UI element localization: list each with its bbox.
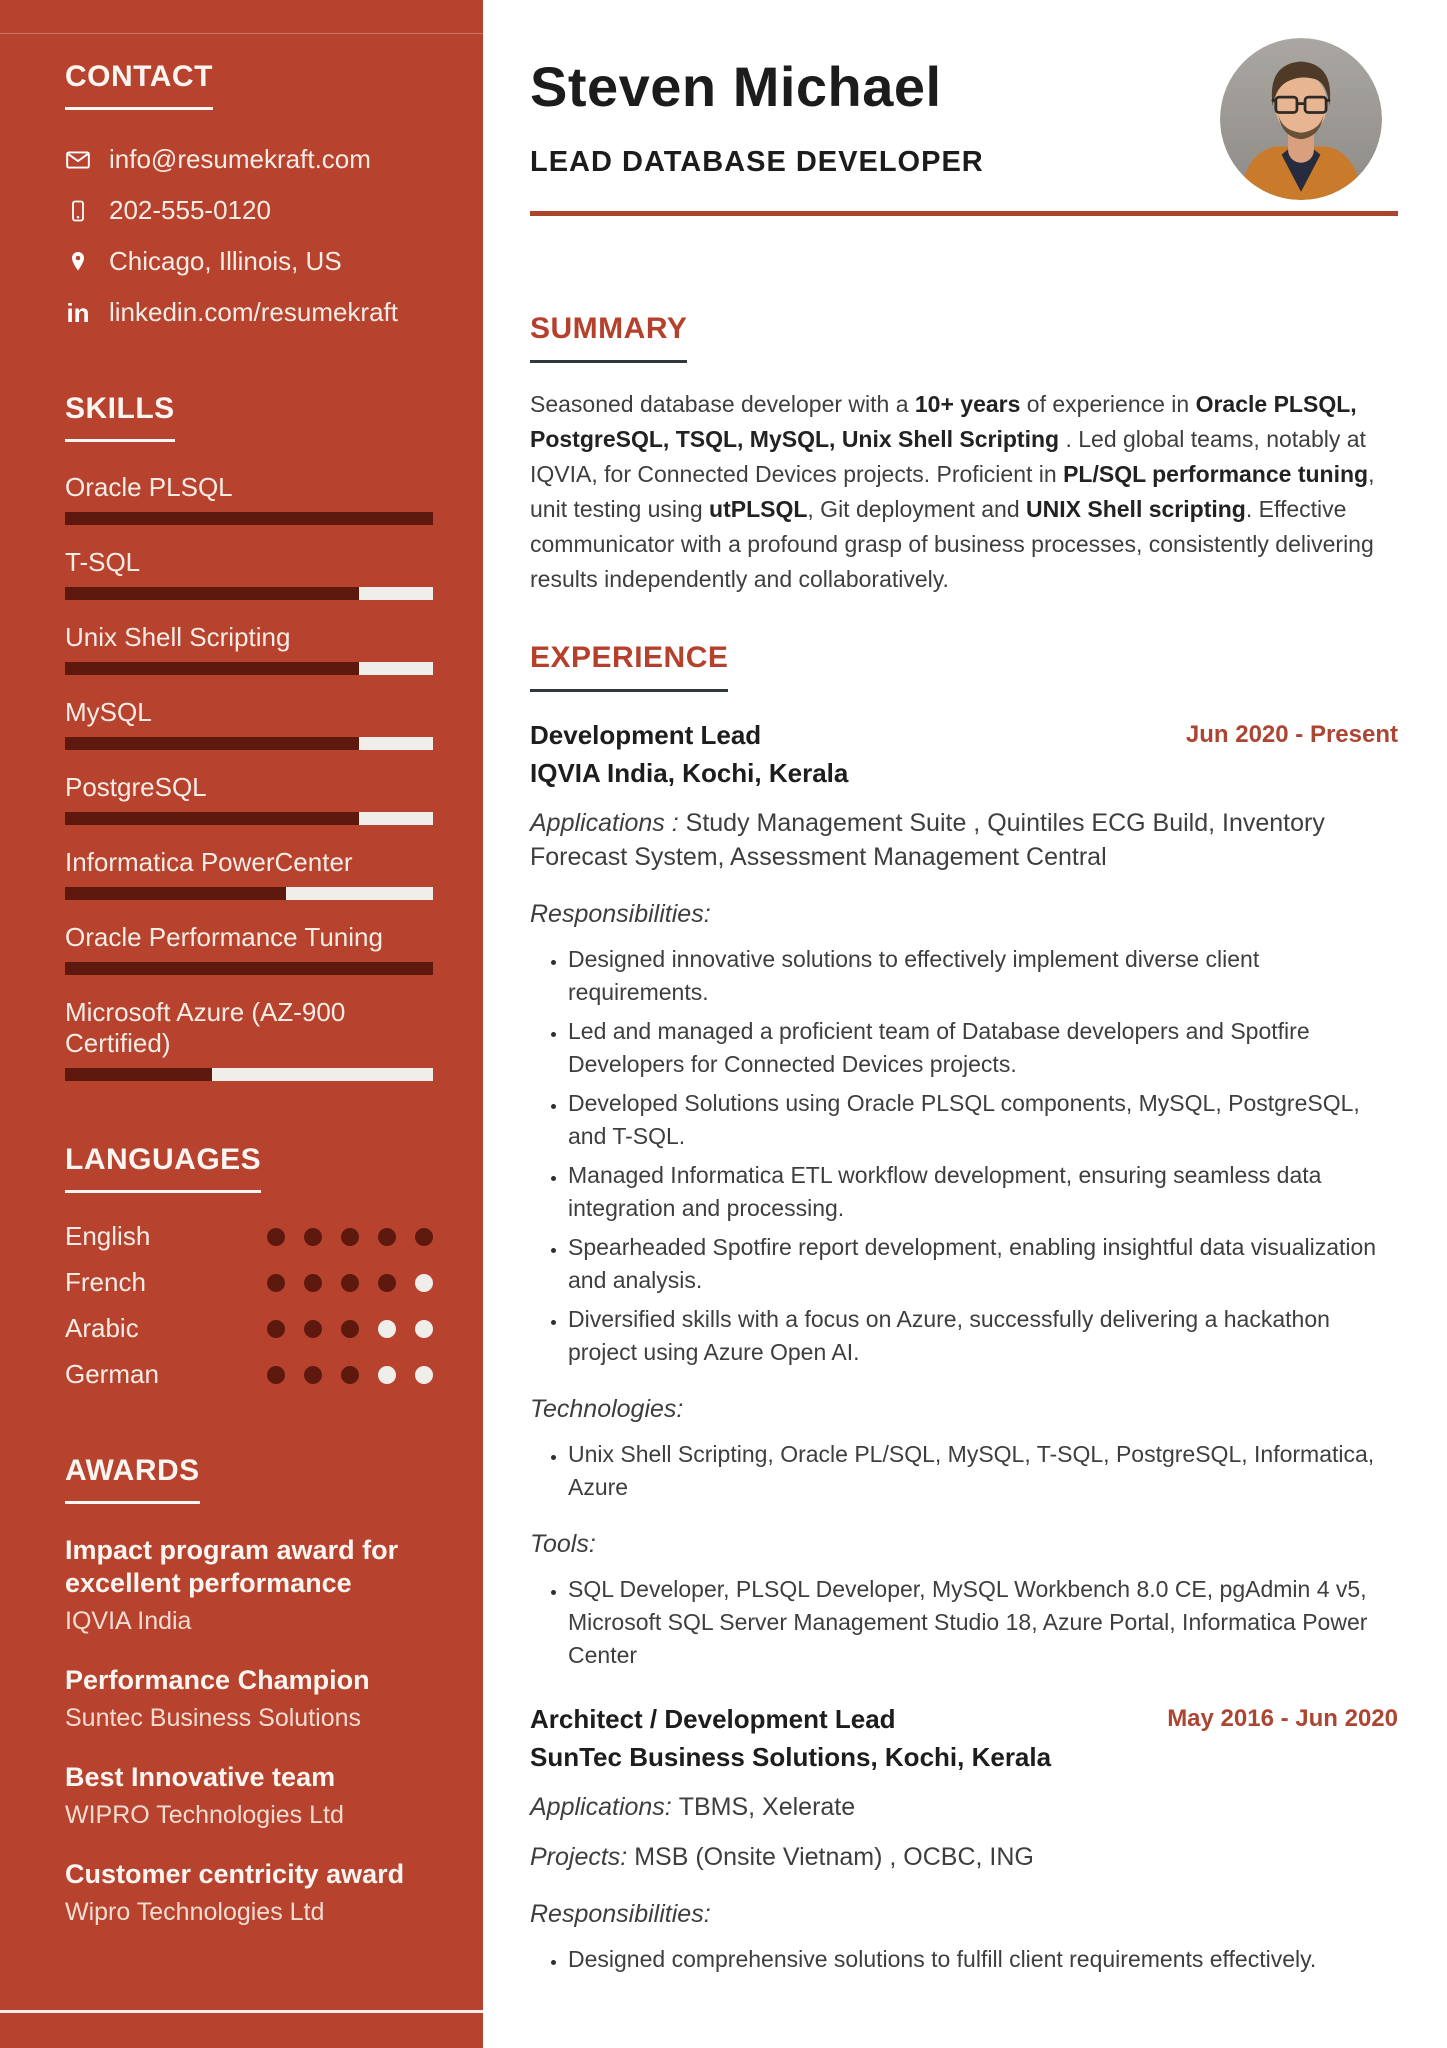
skill-level-bar xyxy=(65,812,433,825)
skill-name: PostgreSQL xyxy=(65,772,207,802)
skill-name: T-SQL xyxy=(65,547,141,577)
award-organization: Suntec Business Solutions xyxy=(65,1704,362,1732)
summary-segment: , unit testing using xyxy=(530,461,1375,522)
level-dot-filled xyxy=(304,1366,322,1384)
job-bullet: • Diversified skills with a focus on Azure, successfully delivering a hackathon project using Azure Open AI. xyxy=(568,1303,1398,1369)
language-row xyxy=(65,1359,433,1390)
language-row xyxy=(65,1267,433,1298)
jobs-list xyxy=(530,718,1398,1976)
summary-heading: SUMMARY xyxy=(530,312,687,363)
email-icon xyxy=(65,147,91,173)
job-bullet: • Unix Shell Scripting, Oracle PL/SQL, MySQL, T-SQL, PostgreSQL, Informatica, Azure xyxy=(568,1438,1398,1504)
job-meta-value: TBMS, Xelerate xyxy=(678,1793,856,1821)
skill-level-fill xyxy=(65,587,359,600)
language-name: Arabic xyxy=(65,1313,139,1343)
skill-name: Informatica PowerCenter xyxy=(65,847,353,877)
level-dot-empty xyxy=(415,1366,433,1384)
skill-level-bar xyxy=(65,887,433,900)
award-item xyxy=(65,1664,433,1733)
language-name: English xyxy=(65,1221,151,1251)
skill-level-fill xyxy=(65,662,359,675)
sidebar xyxy=(0,0,483,2048)
award-organization: WIPRO Technologies Ltd xyxy=(65,1801,344,1829)
language-name: German xyxy=(65,1359,159,1389)
skill-name: Oracle PLSQL xyxy=(65,472,233,502)
job-section-label: Technologies: xyxy=(530,1395,684,1423)
job-meta-value: Study Management Suite , Quintiles ECG Build, Inventory Forecast System, Assessment Management Central xyxy=(530,809,1325,871)
header-divider xyxy=(530,211,1398,216)
job-company: IQVIA India, Kochi, Kerala xyxy=(530,758,849,788)
summary-segment: 10+ years xyxy=(914,391,1021,417)
language-row xyxy=(65,1313,433,1344)
job-title: Development Lead xyxy=(530,720,762,750)
skill-name: Unix Shell Scripting xyxy=(65,622,291,652)
summary-segment: UNIX Shell scripting xyxy=(1026,496,1246,522)
language-row xyxy=(65,1221,433,1252)
job-entry xyxy=(530,718,1398,1672)
summary-section xyxy=(530,312,1398,597)
awards-list xyxy=(65,1534,433,1927)
languages-section xyxy=(65,1143,433,1390)
job-meta-row xyxy=(530,806,1398,874)
contact-item-phone[interactable] xyxy=(65,195,433,226)
skill-level-bar xyxy=(65,512,433,525)
phone-icon xyxy=(65,198,91,224)
contact-section xyxy=(65,60,433,328)
summary-paragraph xyxy=(530,387,1398,597)
job-date-range: May 2016 - Jun 2020 xyxy=(1167,1705,1398,1732)
summary-segment: PL/SQL performance tuning xyxy=(1063,461,1369,487)
skill-level-fill xyxy=(65,1068,212,1081)
level-dot-filled xyxy=(267,1228,285,1246)
job-bullet-list xyxy=(530,1438,1398,1504)
job-bullet: • Designed comprehensive solutions to fulfill client requirements effectively. xyxy=(568,1943,1398,1976)
job-entry xyxy=(530,1702,1398,1976)
skill-item xyxy=(65,997,433,1081)
job-bullet: • Led and managed a proficient team of Database developers and Spotfire Developers for Connected Devices projects. xyxy=(568,1015,1398,1081)
job-date-range: Jun 2020 - Present xyxy=(1185,721,1398,748)
skill-level-bar xyxy=(65,737,433,750)
contact-item-linkedin[interactable] xyxy=(65,297,433,328)
job-bullet: • SQL Developer, PLSQL Developer, MySQL Workbench 8.0 CE, pgAdmin 4 v5, Microsoft SQL Server Management Studio 18, Azure Portal, Informatica Power Center xyxy=(568,1573,1398,1672)
job-bullet-list xyxy=(530,1943,1398,1976)
job-meta-label: Applications: xyxy=(530,1793,679,1821)
contact-list xyxy=(65,144,433,328)
skill-item xyxy=(65,847,433,900)
skill-item xyxy=(65,772,433,825)
skills-heading: SKILLS xyxy=(65,392,175,442)
level-dot-filled xyxy=(378,1274,396,1292)
language-level-dots xyxy=(267,1274,433,1292)
job-company: SunTec Business Solutions, Kochi, Kerala xyxy=(530,1742,1052,1772)
skill-level-bar xyxy=(65,662,433,675)
skill-item xyxy=(65,922,433,975)
award-item xyxy=(65,1534,433,1636)
skill-name: Oracle Performance Tuning xyxy=(65,922,383,952)
language-name: French xyxy=(65,1267,146,1297)
summary-segment: , Git deployment and xyxy=(807,496,1027,522)
main-content xyxy=(483,0,1447,2048)
level-dot-filled xyxy=(267,1274,285,1292)
languages-heading: LANGUAGES xyxy=(65,1143,261,1193)
level-dot-filled xyxy=(304,1228,322,1246)
awards-section xyxy=(65,1454,433,1927)
award-title: Best Innovative team xyxy=(65,1762,336,1792)
job-section-label: Tools: xyxy=(530,1530,596,1558)
level-dot-filled xyxy=(341,1366,359,1384)
skill-item xyxy=(65,472,433,525)
job-meta-value: MSB (Onsite Vietnam) , OCBC, ING xyxy=(634,1843,1034,1871)
language-level-dots xyxy=(267,1366,433,1384)
page-edge-line-bottom xyxy=(0,2010,483,2013)
level-dot-filled xyxy=(341,1320,359,1338)
level-dot-filled xyxy=(267,1366,285,1384)
award-item xyxy=(65,1858,433,1927)
contact-text: 202-555-0120 xyxy=(109,195,271,225)
level-dot-empty xyxy=(415,1274,433,1292)
languages-list xyxy=(65,1221,433,1390)
award-organization: IQVIA India xyxy=(65,1607,192,1635)
level-dot-empty xyxy=(378,1366,396,1384)
summary-segment: utPLSQL xyxy=(709,496,808,522)
award-title: Impact program award for excellent performance xyxy=(65,1535,399,1598)
skill-item xyxy=(65,697,433,750)
skill-level-fill xyxy=(65,737,359,750)
skill-item xyxy=(65,622,433,675)
job-section-label: Responsibilities: xyxy=(530,1900,711,1928)
summary-segment: Oracle PLSQL, PostgreSQL, TSQL, MySQL, Unix Shell Scripting xyxy=(530,391,1357,452)
job-section-label: Responsibilities: xyxy=(530,900,711,928)
award-organization: Wipro Technologies Ltd xyxy=(65,1898,325,1926)
contact-heading: CONTACT xyxy=(65,60,213,110)
contact-text: info@resumekraft.com xyxy=(109,144,371,174)
job-meta-label: Projects: xyxy=(530,1843,635,1871)
skill-level-bar xyxy=(65,1068,433,1081)
awards-heading: AWARDS xyxy=(65,1454,200,1504)
skill-level-fill xyxy=(65,887,286,900)
level-dot-filled xyxy=(378,1228,396,1246)
location-icon xyxy=(65,249,91,275)
award-title: Performance Champion xyxy=(65,1665,370,1695)
profile-photo-illustration xyxy=(1220,38,1382,200)
level-dot-empty xyxy=(378,1320,396,1338)
profile-photo xyxy=(1220,38,1382,200)
experience-heading: EXPERIENCE xyxy=(530,641,728,692)
summary-segment: . Led global teams, notably at IQVIA, for Connected Devices projects. Proficient in xyxy=(530,426,1366,487)
skill-name: MySQL xyxy=(65,697,152,727)
job-header xyxy=(530,1702,1398,1736)
contact-text: Chicago, Illinois, US xyxy=(109,246,342,276)
award-title: Customer centricity award xyxy=(65,1859,405,1889)
skill-level-fill xyxy=(65,512,433,525)
skills-list xyxy=(65,472,433,1081)
level-dot-filled xyxy=(267,1320,285,1338)
skill-name: Microsoft Azure (AZ-900 Certified) xyxy=(65,997,346,1058)
job-title: Architect / Development Lead xyxy=(530,1704,896,1734)
job-header xyxy=(530,718,1398,752)
job-bullet: • Spearheaded Spotfire report development, enabling insightful data visualization and analysis. xyxy=(568,1231,1398,1297)
person-name: Steven Michael xyxy=(530,55,942,118)
skill-level-fill xyxy=(65,812,359,825)
skills-section xyxy=(65,392,433,1081)
contact-item-location[interactable] xyxy=(65,246,433,277)
level-dot-empty xyxy=(415,1320,433,1338)
award-item xyxy=(65,1761,433,1830)
language-level-dots xyxy=(267,1320,433,1338)
job-bullet-list xyxy=(530,943,1398,1369)
summary-segment: Seasoned database developer with a xyxy=(530,391,915,417)
linkedin-icon: in xyxy=(66,297,90,328)
contact-item-email[interactable] xyxy=(65,144,433,175)
contact-text: linkedin.com/resumekraft xyxy=(109,297,398,327)
experience-section xyxy=(530,641,1398,1976)
header xyxy=(530,52,1398,216)
summary-segment: of experience in xyxy=(1020,391,1196,417)
level-dot-filled xyxy=(304,1320,322,1338)
page-edge-line-top xyxy=(0,33,483,34)
job-meta-row xyxy=(530,1840,1398,1874)
skill-level-bar xyxy=(65,587,433,600)
job-headline: LEAD DATABASE DEVELOPER xyxy=(530,146,984,178)
job-bullet-list xyxy=(530,1573,1398,1672)
job-meta-label: Applications : xyxy=(530,809,686,837)
skill-item xyxy=(65,547,433,600)
skill-level-bar xyxy=(65,962,433,975)
job-bullet: • Designed innovative solutions to effectively implement diverse client requirements. xyxy=(568,943,1398,1009)
level-dot-filled xyxy=(341,1274,359,1292)
summary-segment: . Effective communicator with a profound grasp of business processes, consistently delivering results independently and collaboratively. xyxy=(530,496,1374,592)
skill-level-fill xyxy=(65,962,433,975)
level-dot-filled xyxy=(415,1228,433,1246)
level-dot-filled xyxy=(341,1228,359,1246)
job-bullet: • Developed Solutions using Oracle PLSQL components, MySQL, PostgreSQL, and T-SQL. xyxy=(568,1087,1398,1153)
level-dot-filled xyxy=(304,1274,322,1292)
language-level-dots xyxy=(267,1228,433,1246)
job-bullet: • Managed Informatica ETL workflow development, ensuring seamless data integration and processing. xyxy=(568,1159,1398,1225)
job-meta-row xyxy=(530,1790,1398,1824)
